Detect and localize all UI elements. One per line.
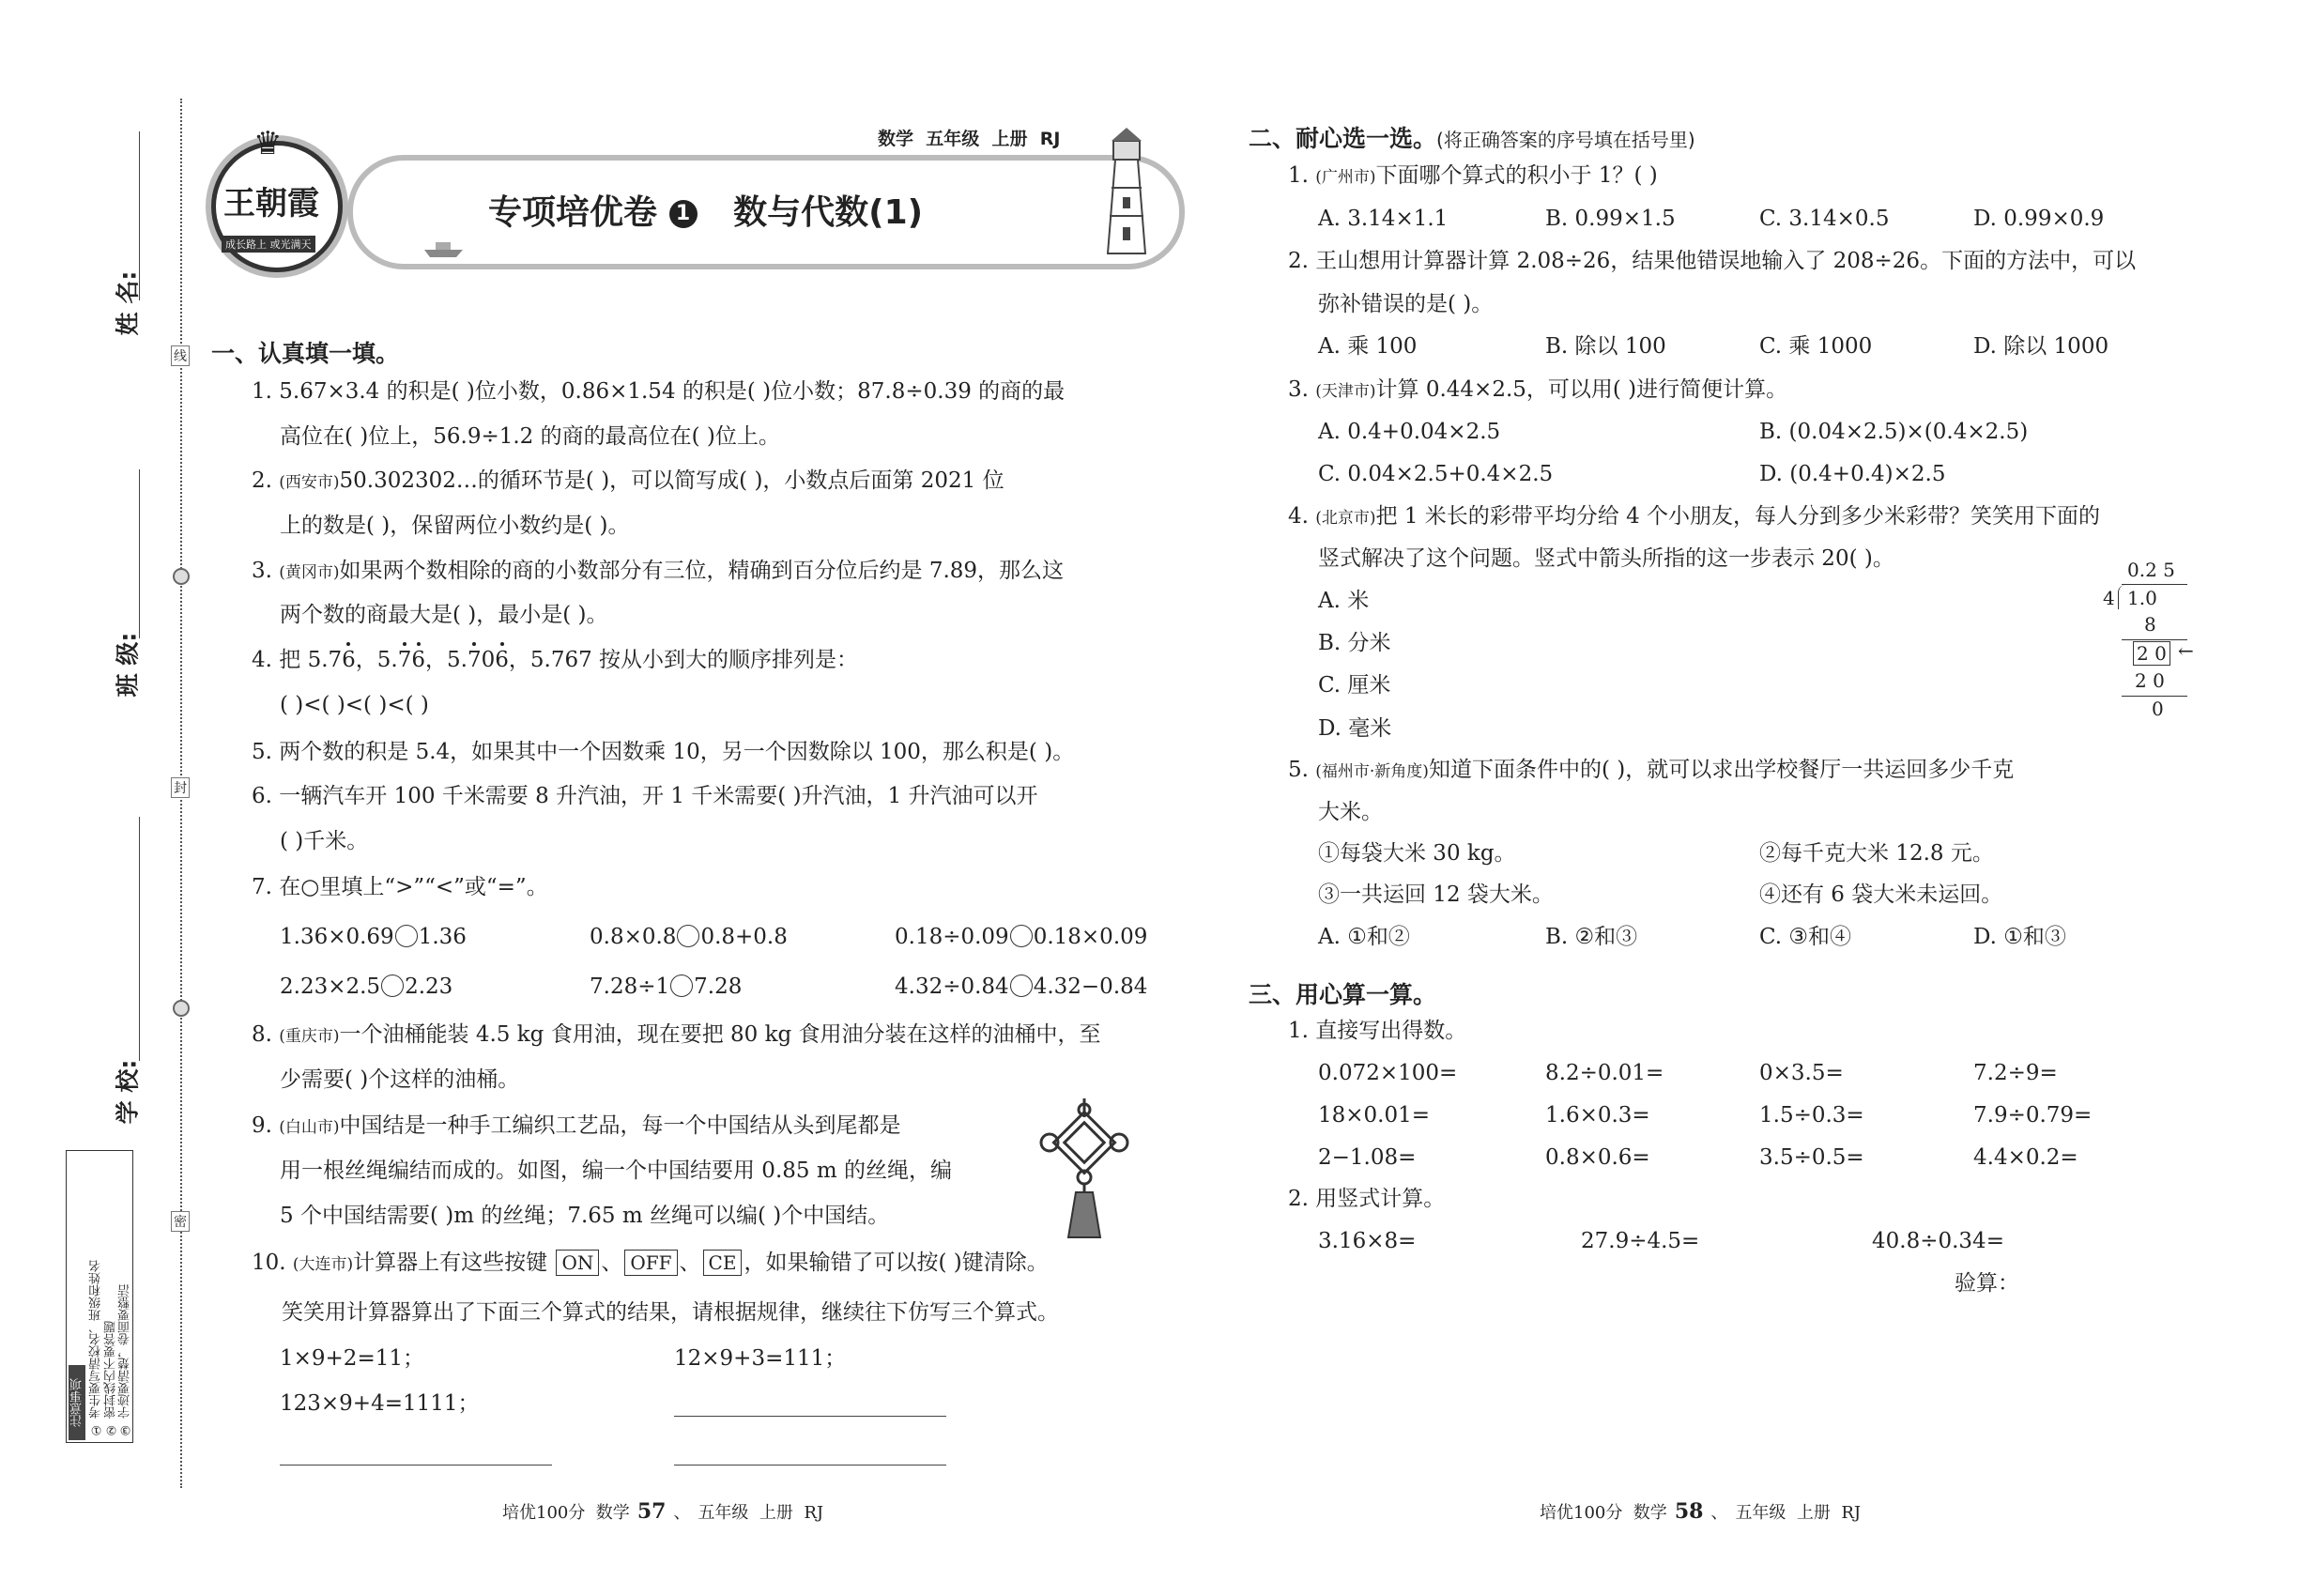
cut-mark-line: 线 bbox=[171, 345, 190, 366]
q11-intro: 笑笑用计算器算出了下面三个算式的结果，请根据规律，继续往下仿写三个算式。 bbox=[282, 1300, 1059, 1325]
c2-title: 2. 用竖式计算。 bbox=[1288, 1187, 1446, 1211]
compare-circle[interactable] bbox=[1010, 974, 1033, 997]
r2-line1: 2. 王山想用计算器计算 2.08÷26，结果他错误地输入了 208÷26。下面的方法中，可以 bbox=[1288, 249, 2137, 273]
cut-mark-seal: 封 bbox=[171, 777, 190, 798]
left-footer: 培优100分 数学 57 、 五年级 上册 RJ bbox=[502, 1499, 824, 1524]
compare-circle[interactable] bbox=[1010, 925, 1033, 947]
q5: 5. 两个数的积是 5.4，如果其中一个因数乘 10，另一个因数除以 100，那么积是( )。 bbox=[252, 740, 1075, 764]
q7: 7. 在○里填上“>”“<”或“=”。 bbox=[252, 875, 548, 899]
q9-line3: 5 个中国结需要( )m 的丝绳；7.65 m 丝绳可以编( )个中国结。 bbox=[280, 1204, 890, 1228]
compare-circle[interactable] bbox=[395, 925, 418, 947]
notice-1: ① 考生要写清校名、班级和姓名 bbox=[89, 1259, 103, 1436]
q11-example-1: 1×9+2=11； bbox=[280, 1346, 424, 1371]
title-topic: 数与代数(1) bbox=[733, 193, 924, 232]
page-number: 58 bbox=[1674, 1499, 1704, 1524]
class-line bbox=[139, 469, 140, 638]
answer-line[interactable] bbox=[674, 1465, 946, 1466]
q9-line2: 用一根丝绳编结而成的。如图，编一个中国结要用 0.85 m 的丝绳，编 bbox=[280, 1159, 952, 1183]
q8-line2: 少需要( )个这样的油桶。 bbox=[280, 1067, 520, 1092]
arrow-target-box: 2 0 bbox=[2133, 641, 2170, 666]
title-main: 专项培优卷 bbox=[488, 193, 658, 232]
q1-line2: 高位在( )位上，56.9÷1.2 的商的最高位在( )位上。 bbox=[280, 424, 780, 449]
check-label: 验算： bbox=[1955, 1271, 2019, 1296]
notice-title: 注意事项 bbox=[69, 1365, 85, 1440]
cut-mark-secret: 密 bbox=[171, 1211, 190, 1232]
q11-example-3: 123×9+4=1111； bbox=[280, 1391, 480, 1416]
binding-hole-icon bbox=[173, 568, 190, 585]
page-number: 57 bbox=[636, 1499, 667, 1524]
ce-key[interactable]: CE bbox=[703, 1250, 743, 1276]
school-label: 学 校: bbox=[114, 1059, 142, 1125]
section-2-note: (将正确答案的序号填在括号里) bbox=[1436, 129, 1695, 151]
c1-title: 1. 直接写出得数。 bbox=[1288, 1019, 1467, 1043]
section-1-title: 一、认真填一填。 bbox=[211, 340, 400, 367]
r3: 3. (天津市)计算 0.44×2.5，可以用( )进行简便计算。 bbox=[1288, 377, 1788, 402]
q6-line2: ( )千米。 bbox=[280, 829, 369, 853]
name-label: 姓 名: bbox=[114, 270, 142, 336]
answer-line[interactable] bbox=[280, 1465, 552, 1466]
notice-2: ② 密封线内不要答题 bbox=[104, 1320, 118, 1436]
q6-line1: 6. 一辆汽车开 100 千米需要 8 升汽油，开 1 千米需要( )升汽油，1 升汽油可以开 bbox=[252, 784, 1038, 808]
r5-line2: 大米。 bbox=[1318, 800, 1383, 824]
q2-line1: 2. (西安市)50.302302…的循环节是( )，可以简写成( )，小数点后面第 2021 位 bbox=[252, 468, 1004, 493]
arrow-left-icon: ← bbox=[2178, 639, 2194, 662]
on-key[interactable]: ON bbox=[556, 1250, 599, 1276]
right-footer: 培优100分 数学 58 、 五年级 上册 RJ bbox=[1540, 1499, 1862, 1524]
answer-line[interactable] bbox=[674, 1416, 946, 1417]
q1-line1: 1. 5.67×3.4 的积是( )位小数，0.86×1.54 的积是( )位小数；87.8÷0.39 的商的最 bbox=[252, 379, 1066, 404]
r4-line1: 4. (北京市)把 1 米长的彩带平均分给 4 个小朋友，每人分到多少米彩带？笑笑用下面的 bbox=[1288, 504, 2101, 529]
q3-line1: 3. (黄冈市)如果两个数相除的商的小数部分有三位，精确到百分位后约是 7.89，那么这 bbox=[252, 559, 1065, 583]
logo-slogan: 成长路上 或光满天 bbox=[222, 236, 315, 253]
lighthouse-icon bbox=[1080, 122, 1173, 263]
compare-circle[interactable] bbox=[670, 974, 693, 997]
notice-box bbox=[66, 1150, 133, 1443]
chinese-knot-image bbox=[1033, 1098, 1136, 1239]
r4-line2: 竖式解决了这个问题。竖式中箭头所指的这一步表示 20( )。 bbox=[1318, 546, 1894, 571]
section-3-title: 三、用心算一算。 bbox=[1249, 981, 1437, 1008]
school-line bbox=[139, 817, 140, 1061]
q4-line1: 4. 把 5.76，5.76，5.706，5.767 按从小到大的顺序排列是： bbox=[252, 648, 859, 672]
logo-badge bbox=[211, 125, 343, 272]
q9-line1: 9. (白山市)中国结是一种手工编织工艺品，每一个中国结从头到尾都是 bbox=[252, 1113, 901, 1138]
r5-line1: 5. (福州市·新角度)知道下面条件中的( )，就可以求出学校餐厅一共运回多少千克 bbox=[1288, 758, 2015, 782]
q3-source: (黄冈市) bbox=[279, 563, 340, 582]
q4-line2: ( )<( )<( )<( ) bbox=[280, 693, 429, 717]
class-label: 班 级: bbox=[114, 632, 142, 698]
q11-example-2: 12×9+3=111； bbox=[674, 1346, 847, 1371]
logo-text: 王朝霞 bbox=[223, 185, 319, 223]
binding-hole-icon bbox=[173, 1000, 190, 1017]
section-2-title: 二、耐心选一选。(将正确答案的序号填在括号里) bbox=[1249, 125, 1695, 152]
notice-3: ③ 字迹要清楚，卷面要整洁 bbox=[118, 1283, 132, 1436]
name-line bbox=[139, 131, 140, 300]
q2-source: (西安市) bbox=[279, 473, 340, 492]
compare-circle[interactable] bbox=[677, 925, 699, 947]
q10-source: (大连市) bbox=[292, 1255, 354, 1274]
title-number-badge: 1 bbox=[669, 200, 698, 228]
q10-line1: 10. (大连市)计算器上有这些按键 ON 、 OFF 、 CE ，如果输错了可以按( )键清除。 bbox=[252, 1251, 1049, 1275]
subject-bar: 数学 五年级 上册 RJ bbox=[878, 129, 1061, 149]
logo-crown-icon: ♛ bbox=[253, 125, 283, 162]
off-key[interactable]: OFF bbox=[624, 1250, 677, 1276]
q9-source: (白山市) bbox=[279, 1118, 340, 1137]
q2-line2: 上的数是( )，保留两位小数约是( )。 bbox=[280, 514, 630, 538]
long-division-figure: 0.2 5 4 1.0 8 2 0 ← 2 0 0 bbox=[2103, 559, 2194, 720]
ship-icon bbox=[422, 237, 465, 259]
q8-line1: 8. (重庆市)一个油桶能装 4.5 kg 食用油，现在要把 80 kg 食用油分装在这样的油桶中，至 bbox=[252, 1022, 1101, 1047]
r2-line2: 弥补错误的是( )。 bbox=[1318, 292, 1494, 316]
page-title bbox=[488, 186, 923, 234]
compare-circle[interactable] bbox=[381, 974, 404, 997]
q3-line2: 两个数的商最大是( )，最小是( )。 bbox=[280, 603, 608, 627]
r1: 1. (广州市)下面哪个算式的积小于 1？( ) bbox=[1288, 163, 1658, 188]
q8-source: (重庆市) bbox=[279, 1027, 340, 1046]
